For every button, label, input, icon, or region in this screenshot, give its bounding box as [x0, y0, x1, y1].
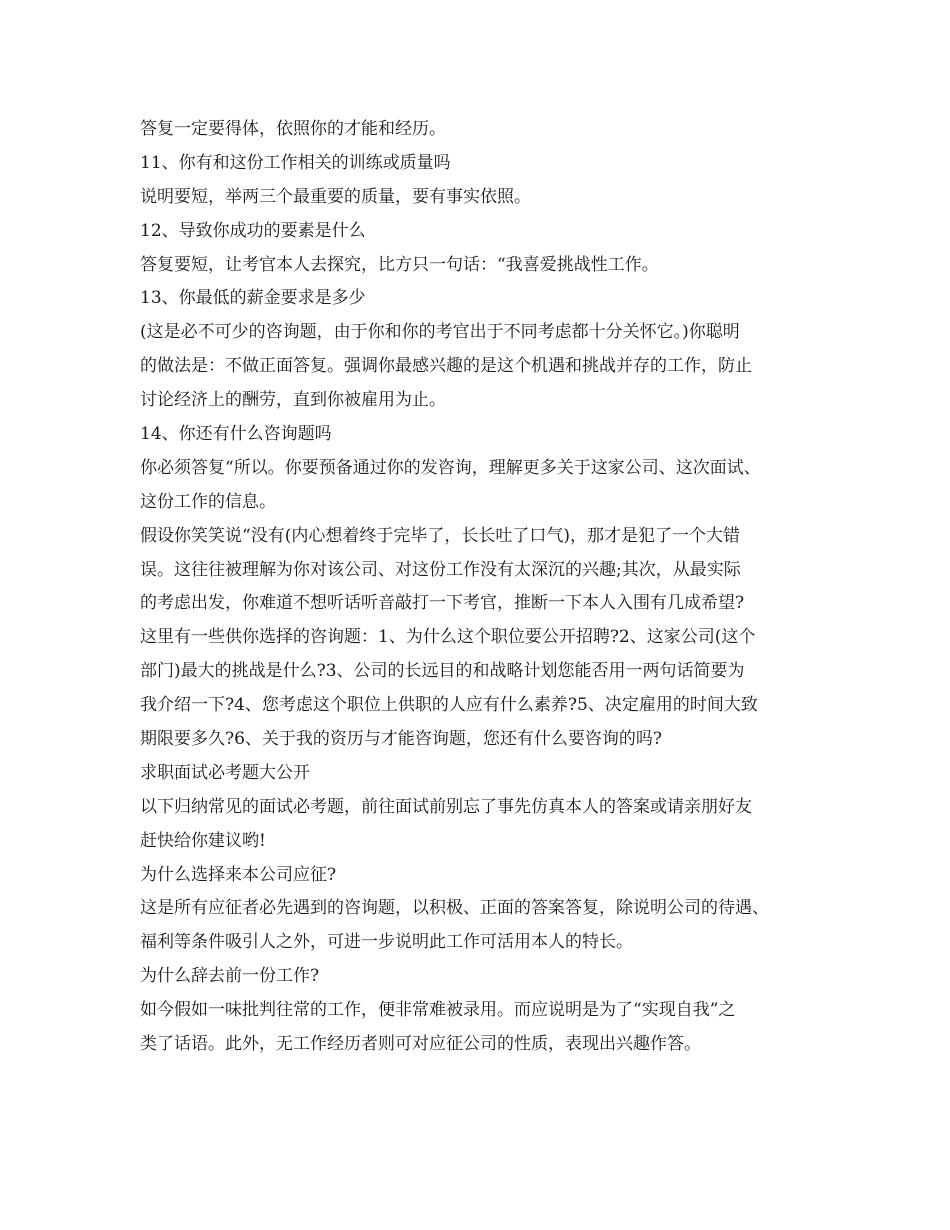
text-line: 这份工作的信息。: [140, 491, 276, 512]
text-line: 期限要多久?6、关于我的资历与才能咨询题，您还有什么要咨询的吗?: [140, 729, 663, 750]
question-heading: 11、你有和这份工作相关的训练或质量吗: [140, 152, 451, 173]
document-body: [140, 113, 830, 1062]
text-line: 答复一定要得体，依照你的才能和经历。: [140, 119, 446, 139]
section-heading: 求职面试必考题大公开: [140, 762, 310, 783]
text-line: 这是所有应征者必先遇到的咨询题，以积极、正面的答案答复，除说明公司的待遇、: [140, 898, 769, 919]
question-heading: 为什么选择来本公司应征?: [140, 864, 337, 885]
question-heading: 13、你最低的薪金要求是多少: [140, 288, 366, 309]
text-line: 误。这往往被理解为你对该公司、对这份工作没有太深沉的兴趣;其次，从最实际: [140, 559, 741, 580]
text-line: 的做法是：不做正面答复。强调你最感兴趣的是这个机遇和挑战并存的工作，防止: [140, 356, 752, 377]
text-line: 如今假如一味批判往常的工作，便非常难被录用。而应说明是为了“实现自我”之: [140, 1000, 736, 1021]
text-line: 福利等条件吸引人之外，可进一步说明此工作可活用本人的特长。: [140, 932, 633, 953]
text-line: 赶快给你建议哟!: [140, 830, 266, 851]
text-line: 你必须答复“所以。你要预备通过你的发咨询，理解更多关于这家公司、这次面试、: [140, 457, 761, 478]
text-line: 类了话语。此外，无工作经历者则可对应征公司的性质，表现出兴趣作答。: [140, 1034, 701, 1055]
question-heading: 12、导致你成功的要素是什么: [140, 220, 366, 241]
question-heading: 14、你还有什么咨询题吗: [140, 424, 332, 445]
text-line: 以下归纳常见的面试必考题，前往面试前别忘了事先仿真本人的答案或请亲朋好友: [140, 796, 752, 817]
question-heading: 为什么辞去前一份工作?: [140, 966, 320, 987]
text-line: 假设你笑笑说“没有(内心想着终于完毕了，长长吐了口气)，那才是犯了一个大错: [140, 525, 740, 546]
text-line: 这里有一些供你选择的咨询题：1、为什么这个职位要公开招聘?2、这家公司(这个: [140, 627, 756, 648]
text-line: 讨论经济上的酬劳，直到你被雇用为止。: [140, 390, 446, 411]
text-line: 部门)最大的挑战是什么?3、公司的长远目的和战略计划您能否用一两句话简要为: [140, 661, 745, 682]
text-line: 的考虑出发，你难道不想听话听音敲打一下考官，推断一下本人入围有几成希望?: [140, 593, 745, 614]
text-line: (这是必不可少的咨询题，由于你和你的考官出于不同考虑都十分关怀它。)你聪明: [140, 322, 740, 343]
text-line: 答复要短，让考官本人去探究，比方只一句话：“我喜爱挑战性工作。: [140, 254, 659, 275]
text-line: 说明要短，举两三个最重要的质量，要有事实依照。: [140, 186, 531, 207]
text-line: 我介绍一下?4、您考虑这个职位上供职的人应有什么素养?5、决定雇用的时间大致: [140, 695, 758, 716]
